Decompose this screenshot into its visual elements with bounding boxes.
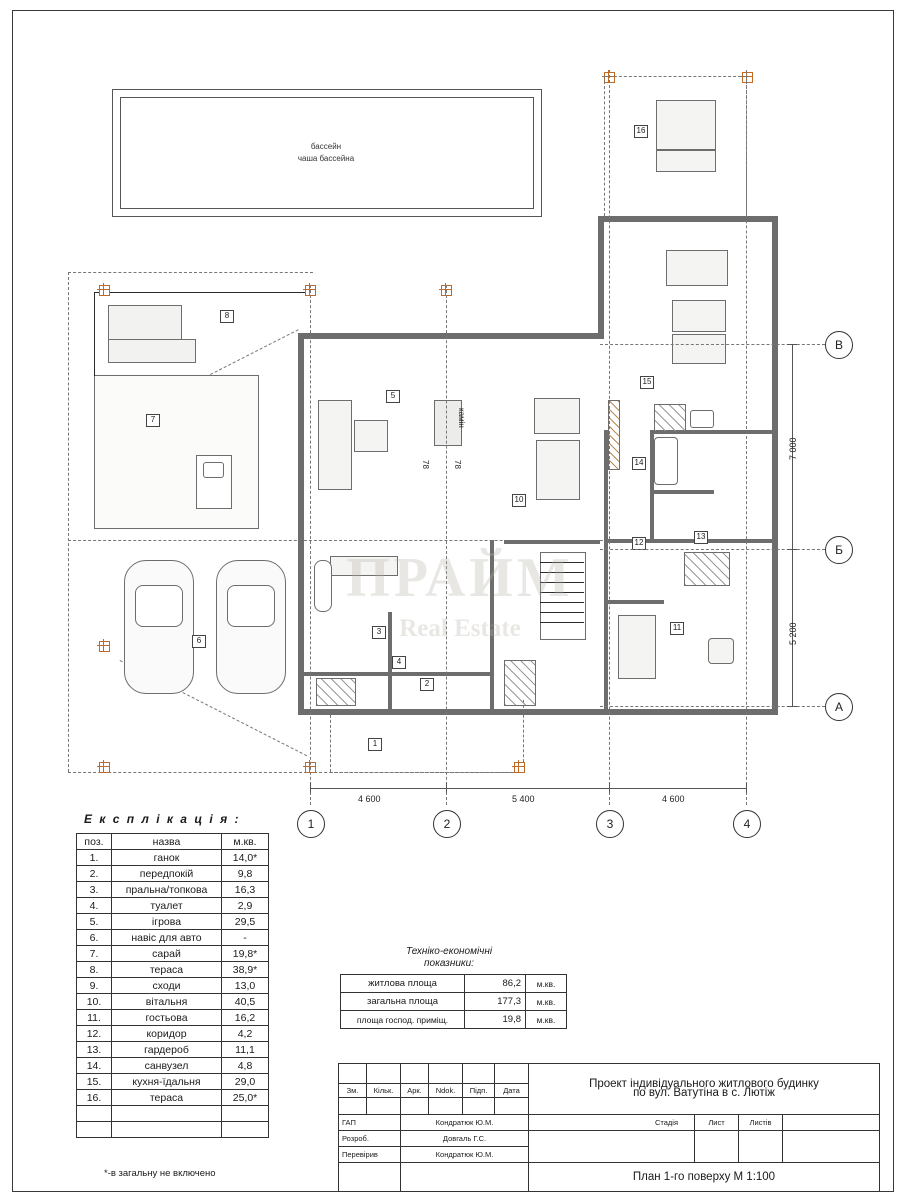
cell-name: сарай xyxy=(112,946,222,962)
stamp-listiv-label: Листів xyxy=(739,1115,783,1131)
wall-internal-h6 xyxy=(504,540,600,544)
staircase xyxy=(540,552,586,640)
car-2-cabin xyxy=(227,585,275,627)
table-row xyxy=(341,975,567,993)
table-row xyxy=(77,898,269,914)
column-marker-a1 xyxy=(99,285,110,296)
stamp-col-ark: Арк. xyxy=(401,1084,429,1098)
shed-wc-basin xyxy=(203,462,224,478)
cell-area: 9,8 xyxy=(222,866,269,882)
plot-boundary-top xyxy=(68,272,313,273)
column-marker-a5 xyxy=(742,72,753,83)
hatch-2 xyxy=(684,552,730,586)
axis-line-2 xyxy=(446,285,447,805)
tep-title xyxy=(374,946,524,970)
fireplace-label: камін xyxy=(457,408,466,428)
cell-name: вітальня xyxy=(112,994,222,1010)
explication-note: *-в загальну не включено xyxy=(104,1168,216,1179)
hatch-1 xyxy=(654,404,686,432)
table-row xyxy=(77,1026,269,1042)
stamp-role-rozrob: Розроб. xyxy=(339,1131,401,1147)
stamp-sheet-title: План 1-го поверху М 1:100 xyxy=(632,1170,776,1183)
car-1-cabin xyxy=(135,585,183,627)
cell-name: ганок xyxy=(112,850,222,866)
explication-title: Е к с п л і к а ц і я : xyxy=(84,812,241,826)
dining-table-1 xyxy=(666,250,728,286)
hatch-4 xyxy=(316,678,356,706)
table-row xyxy=(77,1042,269,1058)
room-marker-1: 1 xyxy=(368,738,382,751)
table-row xyxy=(77,1106,269,1122)
table-row xyxy=(77,866,269,882)
stamp-person-rozrob: Довгаль Г.С. xyxy=(401,1131,529,1147)
room-marker-15: 15 xyxy=(640,376,654,389)
cell-name: тераса xyxy=(112,1090,222,1106)
tep-title-line1: Техніко-економічні xyxy=(405,946,493,957)
cell-pos: 8. xyxy=(77,962,112,978)
stamp-person-gap: Кондратюк Ю.М. xyxy=(401,1115,529,1131)
living-table-left xyxy=(354,420,388,452)
table-row xyxy=(77,978,269,994)
guest-bed xyxy=(618,615,656,679)
axis-line-3 xyxy=(609,70,610,805)
axis-line-4 xyxy=(746,70,747,805)
terrace-edge-left xyxy=(94,292,95,376)
cell-pos: 7. xyxy=(77,946,112,962)
axis-marker-1: 1 xyxy=(297,810,325,838)
table-row xyxy=(77,1122,269,1138)
stamp-col-pidp: Підп. xyxy=(463,1084,495,1098)
tep-unit: м.кв. xyxy=(526,1011,567,1029)
wall-bottom-main xyxy=(298,709,778,715)
column-marker-a6 xyxy=(99,641,110,652)
cell-area xyxy=(222,1122,269,1138)
tep-name: площа господ. приміщ. xyxy=(341,1011,465,1029)
table-row xyxy=(77,850,269,866)
cell-pos: 13. xyxy=(77,1042,112,1058)
tep-name: загальна площа xyxy=(341,993,465,1011)
bath-tub xyxy=(654,437,678,485)
wall-right-main xyxy=(772,216,778,715)
hatch-5 xyxy=(504,660,536,706)
room-marker-11: 11 xyxy=(670,622,684,635)
cell-pos: 10. xyxy=(77,994,112,1010)
stamp-stadia-value xyxy=(639,1131,695,1163)
laundry-sink xyxy=(314,560,332,612)
car-2 xyxy=(216,560,286,694)
living-sofa-left xyxy=(318,400,352,490)
cell-pos: 1. xyxy=(77,850,112,866)
bath-sink xyxy=(690,410,714,428)
wall-internal-v1 xyxy=(490,540,494,715)
cell-area: 16,2 xyxy=(222,1010,269,1026)
room-marker-2: 2 xyxy=(420,678,434,691)
dining-table-2 xyxy=(672,300,726,332)
stamp-person-perevire: Кондратюк Ю.М. xyxy=(401,1147,529,1163)
dim-78-a: 78 xyxy=(421,460,430,469)
wall-top-main xyxy=(298,333,603,339)
table-row xyxy=(77,1090,269,1106)
table-row xyxy=(341,993,567,1011)
stamp-list-value xyxy=(695,1131,739,1163)
table-row xyxy=(77,1010,269,1026)
axis-line-1 xyxy=(310,285,311,805)
wall-internal-h1 xyxy=(604,539,778,543)
cell-pos: 14. xyxy=(77,1058,112,1074)
cell-name xyxy=(112,1106,222,1122)
axis-marker-4: 4 xyxy=(733,810,761,838)
room-shed xyxy=(94,375,259,529)
laundry-counter xyxy=(330,556,398,576)
stamp-listiv-value xyxy=(739,1131,783,1163)
stamp-col-data: Дата xyxy=(495,1084,529,1098)
wall-internal-h4 xyxy=(604,600,664,604)
dim-line-bottom xyxy=(310,788,746,789)
cell-area: 11,1 xyxy=(222,1042,269,1058)
cell-area: 14,0* xyxy=(222,850,269,866)
cell-name: кухня-їдальня xyxy=(112,1074,222,1090)
cell-area: 29,0 xyxy=(222,1074,269,1090)
cell-pos: 12. xyxy=(77,1026,112,1042)
dim-4600-1: 4 600 xyxy=(358,794,381,804)
header-pos: поз. xyxy=(77,834,112,850)
terrace-sofa xyxy=(108,305,182,341)
cell-pos xyxy=(77,1106,112,1122)
table-row xyxy=(77,994,269,1010)
tep-name: житлова площа xyxy=(341,975,465,993)
room-marker-14: 14 xyxy=(632,457,646,470)
table-row xyxy=(77,962,269,978)
wall-internal-v2 xyxy=(604,430,608,715)
cell-area: 13,0 xyxy=(222,978,269,994)
cell-area: 40,5 xyxy=(222,994,269,1010)
pool-basin xyxy=(120,97,534,209)
tep-unit: м.кв. xyxy=(526,975,567,993)
dim-5200: 5 200 xyxy=(788,622,798,645)
cell-area: 19,8* xyxy=(222,946,269,962)
wall-left-right-block xyxy=(598,216,604,339)
axis-marker-3: 3 xyxy=(596,810,624,838)
cell-name: гардероб xyxy=(112,1042,222,1058)
cell-name: передпокій xyxy=(112,866,222,882)
living-armchair xyxy=(534,398,580,434)
cell-area: 16,3 xyxy=(222,882,269,898)
stamp-project-title xyxy=(529,1064,879,1115)
living-sofa-right xyxy=(536,440,580,500)
cell-pos: 11. xyxy=(77,1010,112,1026)
table-row xyxy=(77,946,269,962)
stamp-role-perevire: Перевірив xyxy=(339,1147,401,1163)
axis-marker-2: 2 xyxy=(433,810,461,838)
cell-pos: 5. xyxy=(77,914,112,930)
wall-left-main xyxy=(298,333,304,715)
project-title-line2: по вул. Ватутіна в с. Лютіж xyxy=(633,1087,775,1099)
porch-outline-left xyxy=(330,715,331,772)
dim-line-right xyxy=(792,344,793,706)
table-row xyxy=(77,1074,269,1090)
cell-name: тераса xyxy=(112,962,222,978)
room-marker-4: 4 xyxy=(392,656,406,669)
car-1 xyxy=(124,560,194,694)
cell-name: ігрова xyxy=(112,914,222,930)
cell-name: сходи xyxy=(112,978,222,994)
wall-top-right-block xyxy=(598,216,778,222)
room-marker-3: 3 xyxy=(372,626,386,639)
upper-terrace-top xyxy=(604,76,746,77)
column-marker-a7 xyxy=(99,762,110,773)
header-name: назва xyxy=(112,834,222,850)
cell-name: навіс для авто xyxy=(112,930,222,946)
stamp-role-gap: ГАП xyxy=(339,1115,401,1131)
cell-area: - xyxy=(222,930,269,946)
room-marker-13: 13 xyxy=(694,531,708,544)
table-row xyxy=(77,930,269,946)
watermark-title: ПРАЙМ xyxy=(346,547,574,609)
terrace-bench xyxy=(108,339,196,363)
terrace-table xyxy=(656,100,716,150)
cell-pos: 16. xyxy=(77,1090,112,1106)
terrace-edge-top xyxy=(94,292,307,293)
cell-name xyxy=(112,1122,222,1138)
tep-value: 177,3 xyxy=(465,993,526,1011)
dim-7000: 7 000 xyxy=(788,437,798,460)
room-marker-6: 6 xyxy=(192,635,206,648)
room-marker-16: 16 xyxy=(634,125,648,138)
cell-area: 2,9 xyxy=(222,898,269,914)
cell-area: 4,8 xyxy=(222,1058,269,1074)
cell-area xyxy=(222,1106,269,1122)
cell-name: коридор xyxy=(112,1026,222,1042)
stamp-col-zm: Зм. xyxy=(339,1084,367,1098)
cell-pos: 4. xyxy=(77,898,112,914)
dining-table-3 xyxy=(672,334,726,364)
title-block xyxy=(338,1063,880,1192)
cell-pos xyxy=(77,1122,112,1138)
cell-pos: 15. xyxy=(77,1074,112,1090)
cell-pos: 9. xyxy=(77,978,112,994)
watermark-subtitle: Real Estate xyxy=(399,615,521,642)
dim-4600-2: 4 600 xyxy=(662,794,685,804)
cell-name: гостьова xyxy=(112,1010,222,1026)
stamp-col-ndok: Ndok. xyxy=(429,1084,463,1098)
room-marker-7: 7 xyxy=(146,414,160,427)
table-row xyxy=(77,882,269,898)
cell-pos: 2. xyxy=(77,866,112,882)
cell-name: санвузел xyxy=(112,1058,222,1074)
column-marker-a9 xyxy=(514,762,525,773)
cell-name: пральна/топкова xyxy=(112,882,222,898)
guest-stool xyxy=(708,638,734,664)
axis-marker-a: А xyxy=(825,693,853,721)
tep-table xyxy=(340,974,567,1029)
stamp-col-kilk: Кільк. xyxy=(367,1084,401,1098)
room-marker-12: 12 xyxy=(632,537,646,550)
pool-label: бассейн xyxy=(310,142,342,151)
cell-area: 4,2 xyxy=(222,1026,269,1042)
room-marker-8: 8 xyxy=(220,310,234,323)
axis-marker-b: Б xyxy=(825,536,853,564)
plot-boundary-left xyxy=(68,272,69,772)
wall-internal-h3 xyxy=(654,490,714,494)
upper-terrace-left xyxy=(604,76,605,216)
dim-5400: 5 400 xyxy=(512,794,535,804)
table-header-row xyxy=(77,834,269,850)
tep-value: 86,2 xyxy=(465,975,526,993)
table-row xyxy=(77,1058,269,1074)
cell-pos: 6. xyxy=(77,930,112,946)
tep-title-line2: показники: xyxy=(424,958,474,969)
room-marker-10: 10 xyxy=(512,494,526,507)
axis-marker-v: В xyxy=(825,331,853,359)
stamp-stadia-label: Стадія xyxy=(639,1115,695,1131)
cell-area: 29,5 xyxy=(222,914,269,930)
cell-name: туалет xyxy=(112,898,222,914)
project-title-line1: Проект індивідуального житлового будинку xyxy=(589,1078,819,1090)
cell-area: 25,0* xyxy=(222,1090,269,1106)
cell-area: 38,9* xyxy=(222,962,269,978)
terrace-bench-2 xyxy=(656,150,716,172)
explication-table xyxy=(76,833,269,1138)
cell-pos: 3. xyxy=(77,882,112,898)
room-marker-5: 5 xyxy=(386,390,400,403)
tep-unit: м.кв. xyxy=(526,993,567,1011)
table-row xyxy=(341,1011,567,1029)
tep-value: 19,8 xyxy=(465,1011,526,1029)
header-area: м.кв. xyxy=(222,834,269,850)
dim-78-b: 78 xyxy=(453,460,462,469)
pool-sub-label: чаша бассейна xyxy=(297,154,355,163)
porch-outline-bottom xyxy=(330,772,520,773)
wall-internal-h5 xyxy=(298,672,494,676)
stamp-list-label: Лист xyxy=(695,1115,739,1131)
table-row xyxy=(77,914,269,930)
